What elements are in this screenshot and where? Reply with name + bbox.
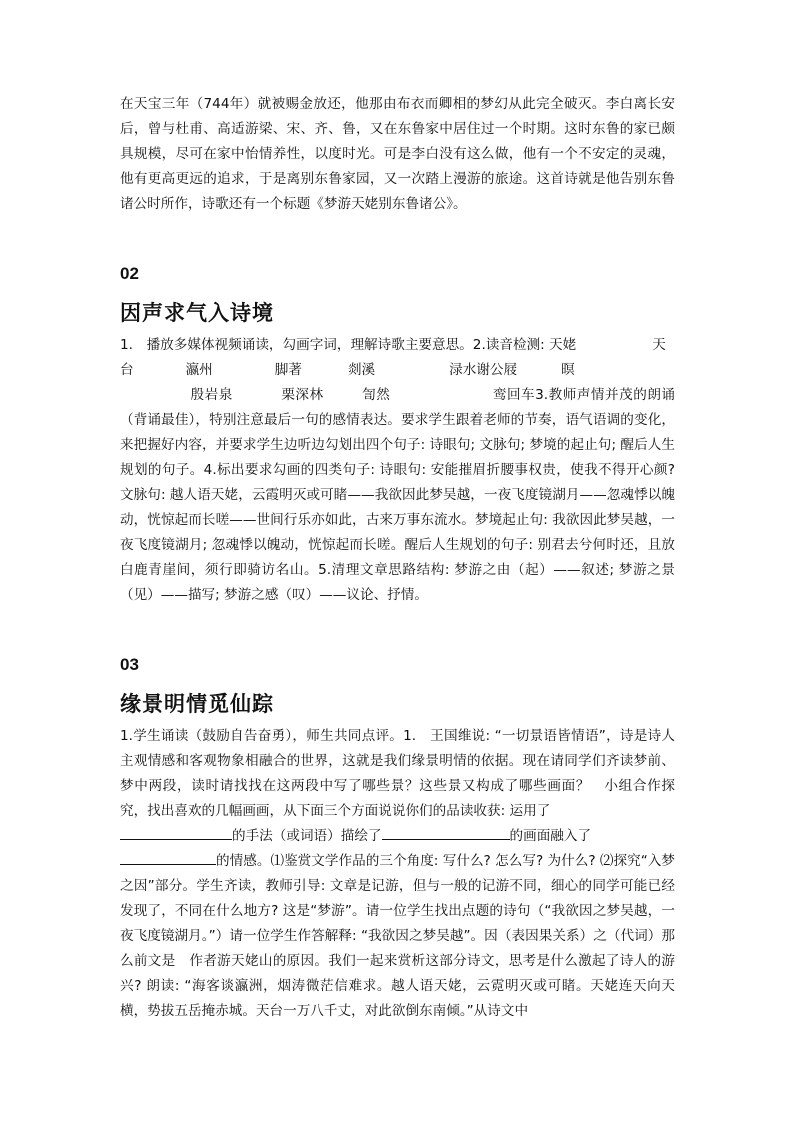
section-2-body xyxy=(120,333,675,608)
word-tai: 台 xyxy=(120,362,134,378)
fill-text-1: 的手法（或词语）描绘了 xyxy=(232,828,382,844)
word-yingzhou: 瀛州 xyxy=(185,362,213,378)
section-3-body xyxy=(120,724,675,1024)
word-xiegongji: 渌水谢公屐 xyxy=(449,362,518,378)
recitation-text: 3.教师声情并茂的朗诵（背诵最佳），特别注意最后一句的感情表达。要求学生跟着老师的节奏，语气语调的变化，来把握好内容，并要求学生边听边勾划出四个句子: 诗眼句; 文脉句; 梦境的起止句; 醒后人生规划的句子。4.标出要求勾画的四类句子: 诗眼句: 安能摧眉折腰事权贵，使我不得开心颜? 文脉句: 越人语天姥，云霞明灭或可睹——我欲因此梦吴越，一夜飞度镜湖月——忽魂悸以魄动，恍惊起而长嗟——世间行乐亦如此，古来万事东流水。梦境起止句: 我欲因此梦吴越，一夜飞度镜湖月; 忽魂悸以魄动，恍惊起而长嗟。醒后人生规划的句子: 别君去兮何时还，且放白鹿青崖间，须行即骑访名山。5.清理文章思路结构: 梦游之由（起）——叙述; 梦游之景（见）——描写; 梦游之感（叹）——议论、抒情。 xyxy=(120,387,676,603)
discussion-text: 1.学生诵读（鼓励自告奋勇），师生共同点评。1. 王国维说: “一切景语皆情语”，诗是诗人主观情感和客观物象相融合的世界，这就是我们缘景明情的依据。现在请同学们齐读梦前、梦中两段，读时请找找在这两段中写了哪些景？这些景又构成了哪些画面？ 小组合作探究，找出喜欢的几幅画画，从下面三个方面说说你们的品读收获: 运用了 xyxy=(120,728,675,819)
word-jiaozhuo: 脚著 xyxy=(274,362,302,378)
section-2-number: 02 xyxy=(120,264,139,283)
word-lishenlin: 栗深林 xyxy=(280,387,324,403)
word-tian: 天 xyxy=(652,337,666,353)
word-shanxi: 剡溪 xyxy=(347,362,376,378)
intro-paragraph: 在天宝三年（744年）就被赐金放还，他那由布衣而卿相的梦幻从此完全破灭。李白离长安后，曾与杜甫、高适游梁、宋、齐、鲁，又在东鲁家中居住过一个时期。这时东鲁的家已颇具规模，尽可在家中怡情养性，以度时光。可是李白没有这么做，他有一个不安定的灵魂，他有更高更远的追求，于是离别东鲁家园，又一次踏上漫游的旅途。这首诗就是他告别东鲁诸公时所作，诗歌还有一个标题《梦游天姥别东鲁诸公》。 xyxy=(120,96,675,212)
word-luanhuiche: 鸾回车 xyxy=(492,387,536,403)
section-3-number: 03 xyxy=(120,655,139,674)
word-hongran: 訇然 xyxy=(361,387,391,403)
word-ming: 暝 xyxy=(561,362,575,378)
fill-blank-emotion[interactable] xyxy=(120,849,216,865)
reading-task-text: 1. 播放多媒体视频诵读，勾画字词，理解诗歌主要意思。2.读音检测: 天姥 xyxy=(120,337,577,353)
fill-blank-technique[interactable] xyxy=(120,824,232,840)
section-2-title: 因声求气入诗境 xyxy=(120,300,274,325)
fill-text-2: 的画面融入了 xyxy=(509,828,592,844)
analysis-text: 的情感。⑴鉴赏文学作品的三个角度: 写什么? 怎么写? 为什么? ⑵探究“入梦之因”部分。学生齐读，教师引导: 文章是记游，但与一般的记游不同，细心的同学可能已经发现了，不同在什么地方? 这是“梦游”。请一位学生找出点题的诗句（“我欲因之梦吴越，一夜飞度镜湖月。”）请一位学生作答解释: “我欲因之梦吴越”。因（表因果关系）之（代词）那么前文是 作者游天姥山的原因。我们一起来赏析这部分诗文，思考是什么激起了诗人的游兴? 朗读: “海客谈瀛洲，烟涛微茫信难求。越人语天姥，云霓明灭或可睹。天姥连天向天横，势拔五岳掩赤城。天台一万八千丈，对此欲倒东南倾。”从诗文中 xyxy=(120,853,675,1019)
fill-blank-scene[interactable] xyxy=(382,824,510,840)
document-page xyxy=(120,92,675,1024)
word-yinyanquan: 殷岩泉 xyxy=(190,387,233,403)
section-3-title: 缘景明情觅仙踪 xyxy=(120,691,274,716)
